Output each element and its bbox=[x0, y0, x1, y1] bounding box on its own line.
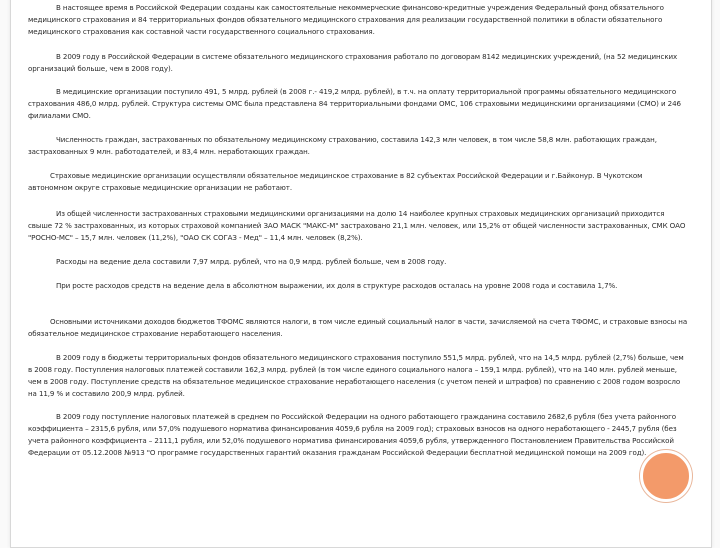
paragraph-8: При росте расходов средств на ведение дела в абсолютном выражении, их доля в структуре расходов осталась на уровне 2008 года и составила 1,7%. bbox=[56, 281, 618, 290]
paragraph-11: В 2009 году поступление налоговых платежей в среднем по Российской Федерации на одного работающего гражданина составило 2682,6 рубля (без учета районного коэффициента – 2315,6 рубля, или 57,0% подушевого норматива финансирования 4059,6 рубля на 2009 год); страховых взносов на одного неработающего - 2445,7 рубля (без учета районного коэффициента – 2111,1 рубля, или 52,0% подушевого норматива финансирования 4059,6 рубля, утвержденного Постановлением Правительства Российской Федерации от 05.12.2008 №913 "О программе государственных гарантий оказания гражданам Российской Федерации бесплатной медицинской помощи на 2009 год). bbox=[28, 412, 677, 457]
paragraph-6: Из общей численности застрахованных страховыми медицинскими организациями на долю 14 наиболее крупных страховых медицинских организаций приходится свыше 72 % застрахованных, из которых страховой компанией ЗАО МАСК "МАКС-М" застраховано 21,1 млн. человек, или 15,2% от общей численности застрахованных, СМК ОАО "РОСНО-МС" – 15,7 млн. человек (11,2%), "ОАО СК СОГАЗ - Мед" – 11,4 млн. человек (8,2%). bbox=[28, 209, 686, 242]
paragraph-9: Основными источниками доходов бюджетов ТФОМС являются налоги, в том числе единый социальный налог в части, зачисляемой на счета ТФОМС, и страховые взносы на обязательное медицинское страхование неработающего населения. bbox=[28, 317, 688, 338]
paragraph-10: В 2009 году в бюджеты территориальных фондов обязательного медицинского страхования поступило 551,5 млрд. рублей, что на 14,5 млрд. рублей (2,7%) больше, чем в 2008 году. Поступления налоговых платежей составили 162,3 млрд. рублей (в том числе единого социального налога – 159,1 млрд. рублей), что на 140 млн. рублей меньше, чем в 2008 году. Поступление средств на обязательное медицинское страхование неработающего населения (с учетом пеней и штрафов) по сравнению с 2008 годом возросло на 11,9 % и составило 200,9 млрд. рублей. bbox=[28, 353, 684, 398]
decorative-orange-circle bbox=[640, 450, 692, 502]
paragraph-2: В 2009 году в Российской Федерации в системе обязательного медицинского страхования работало по договорам 8142 медицинских учреждений, (на 52 медицинских организаций больше, чем в 2008 году). bbox=[28, 52, 678, 73]
paragraph-3: В медицинские организации поступило 491, 5 млрд. рублей (в 2008 г.- 419,2 млрд. рублей), в т.ч. на оплату территориальной программы обязательного медицинского страхования 486,0 млрд. рублей. Структура системы ОМС была представлена 84 территориальными фондами ОМС, 106 страховыми медицинскими организациями (СМО) и 246 филиалами СМО. bbox=[28, 87, 681, 120]
document-page bbox=[16, 0, 692, 540]
paragraph-7: Расходы на ведение дела составили 7,97 млрд. рублей, что на 0,9 млрд. рублей больше, чем в 2008 году. bbox=[56, 257, 447, 266]
paragraph-1: В настоящее время в Российской Федерации созданы как самостоятельные некоммерческие финансово-кредитные учреждения Федеральный фонд обязательного медицинского страхования и 84 территориальных фондов обязательного медицинского страхования для реализации государственной политики в области обязательного медицинского страхования как составной части государственного социального страхования. bbox=[28, 3, 664, 36]
paragraph-5: Страховые медицинские организации осуществляли обязательное медицинское страхование в 82 субъектах Российской Федерации и г.Байконур. В Чукотском автономном округе страховые медицинские организации не работают. bbox=[28, 171, 643, 192]
paragraph-4: Численность граждан, застрахованных по обязательному медицинскому страхованию, составила 142,3 млн человек, в том числе 58,8 млн. работающих граждан, застрахованных 9 млн. работодателей, и 83,4 млн. неработающих граждан. bbox=[28, 135, 657, 156]
